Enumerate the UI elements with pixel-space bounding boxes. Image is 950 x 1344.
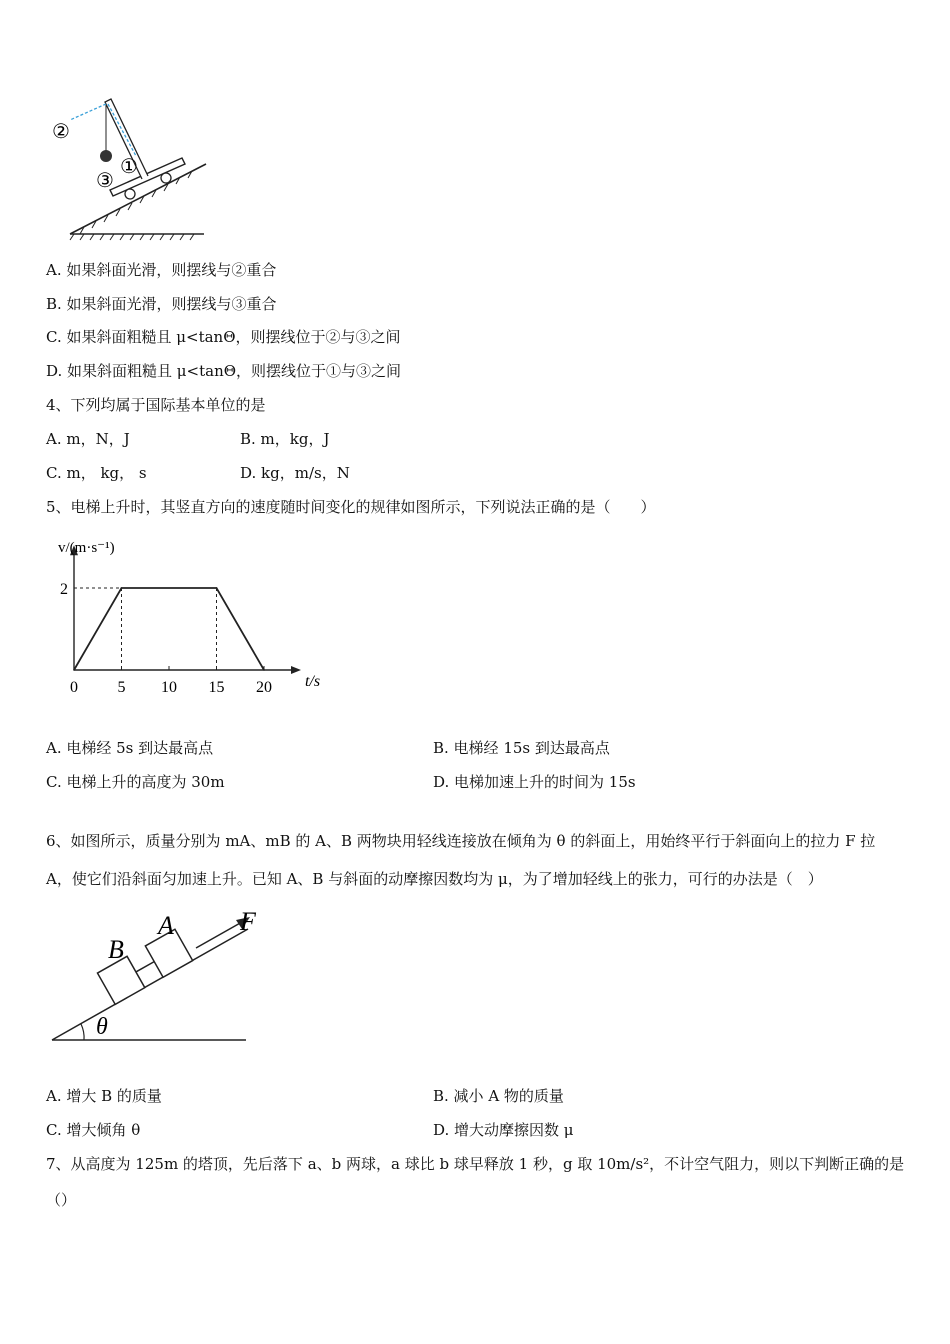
velocity-point	[263, 669, 265, 671]
f-label: F	[240, 907, 256, 936]
x-tick-label: 20	[256, 679, 272, 696]
q4-option-a: A. m，N，J	[46, 430, 130, 448]
label-3: ③	[96, 170, 114, 192]
x-tick-label: 5	[117, 679, 126, 696]
label-2: ②	[52, 121, 70, 143]
q6-incline-figure	[44, 900, 264, 1050]
x-tick-label: 10	[161, 679, 177, 696]
q5-option-a: A. 电梯经 5s 到达最高点	[46, 739, 214, 757]
q3-option-d: D. 如果斜面粗糙且 μ<tanΘ，则摆线位于①与③之间	[46, 362, 402, 380]
velocity-point	[216, 587, 218, 589]
b-label: B	[108, 935, 124, 964]
q5-stem: 5、电梯上升时，其竖直方向的速度随时间变化的规律如图所示，下列说法正确的是（ ）	[46, 498, 656, 516]
q4-stem: 4、下列均属于国际基本单位的是	[46, 396, 266, 414]
connecting-string	[136, 962, 154, 972]
x-axis-label: t/s	[305, 673, 321, 690]
q7-stem-line1: 7、从高度为 125m 的塔顶，先后落下 a、b 两球，a 球比 b 球早释放 1 秒，g 取 10m/s²，不计空气阻力，则以下判断正确的是	[46, 1155, 905, 1173]
q5-option-c: C. 电梯上升的高度为 30m	[46, 773, 225, 791]
a-label: A	[158, 911, 174, 940]
velocity-time-chart	[44, 532, 324, 702]
q6-option-b: B. 减小 A 物的质量	[433, 1087, 564, 1105]
q6-option-d: D. 增大动摩擦因数 μ	[433, 1121, 574, 1139]
q6-stem-line1: 6、如图所示，质量分别为 mA、mB 的 A、B 两物块用轻线连接放在倾角为 θ 的斜面上，用始终平行于斜面向上的拉力 F 拉	[46, 832, 876, 850]
velocity-point	[121, 587, 123, 589]
x-tick-label: 15	[208, 679, 225, 696]
q4-option-c: C. m， kg， s	[46, 464, 147, 482]
q3-pendulum-figure	[44, 92, 224, 247]
y-tick-label: 2	[60, 581, 68, 598]
q6-option-c: C. 增大倾角 θ	[46, 1121, 141, 1139]
label-1: ①	[120, 156, 138, 178]
q4-option-d: D. kg，m/s，N	[240, 464, 350, 482]
q6-option-a: A. 增大 B 的质量	[46, 1087, 162, 1105]
q5-option-b: B. 电梯经 15s 到达最高点	[433, 739, 610, 757]
q3-option-a: A. 如果斜面光滑，则摆线与②重合	[46, 261, 277, 279]
q7-stem-line2: （）	[46, 1191, 77, 1209]
q5-option-d: D. 电梯加速上升的时间为 15s	[433, 773, 636, 791]
x-tick-label: 0	[70, 679, 78, 696]
q3-option-b: B. 如果斜面光滑，则摆线与③重合	[46, 295, 277, 313]
q3-option-c: C. 如果斜面粗糙且 μ<tanΘ，则摆线位于②与③之间	[46, 328, 401, 346]
velocity-series-line	[74, 588, 264, 670]
x-axis-arrow	[291, 666, 301, 674]
velocity-point	[73, 669, 75, 671]
q4-option-b: B. m，kg，J	[240, 430, 330, 448]
theta-label: θ	[96, 1014, 108, 1040]
y-axis-label: v/(m·s⁻¹)	[58, 540, 115, 556]
q6-stem-line2: A，使它们沿斜面匀加速上升。已知 A、B 与斜面的动摩擦因数均为 μ，为了增加轻线上的张力，可行的办法是（ ）	[46, 870, 823, 888]
